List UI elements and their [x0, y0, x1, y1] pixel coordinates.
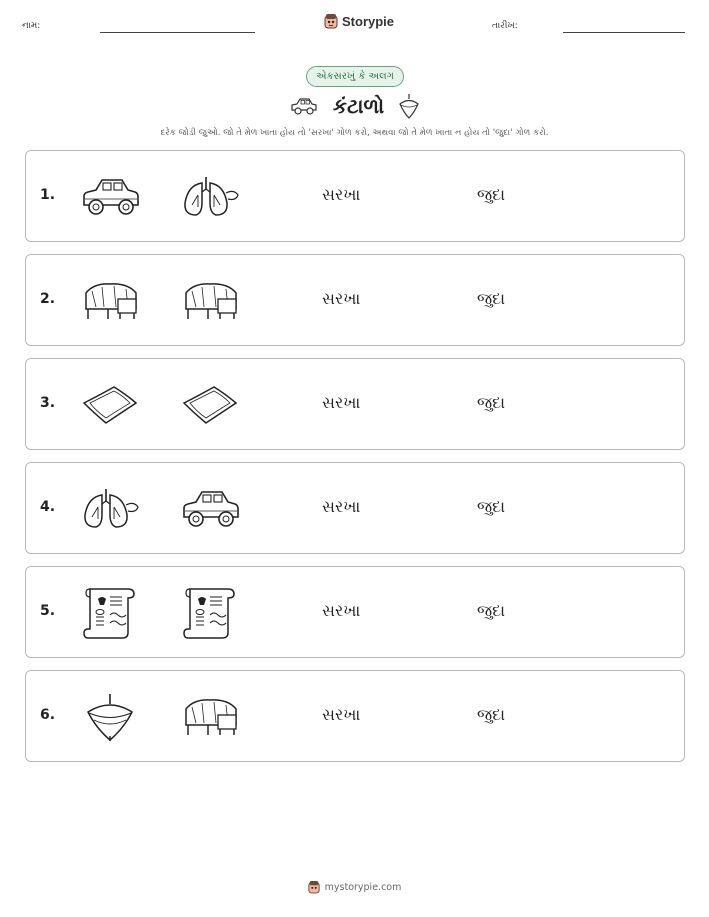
row-number: 5.	[40, 603, 56, 619]
worksheet-title: કંટાળો	[332, 94, 385, 118]
exercise-row	[25, 150, 685, 242]
instructions: દરેક જોડી જુઓ. જો તે મેળ ખાતા હોય તો 'સરખા' ગોળ કરો, અથવા જો તે મેળ ખાતા ન હોય તો 'જુદા' ગોળ કરો.	[160, 128, 549, 138]
name-line	[100, 32, 255, 33]
brand-logo	[324, 13, 394, 29]
same-option[interactable]: સરખા	[322, 705, 361, 724]
same-option[interactable]: સરખા	[322, 393, 361, 412]
row-number: 6.	[40, 707, 56, 723]
lungs-icon	[80, 483, 140, 535]
footer	[0, 880, 709, 894]
same-option[interactable]: સરખા	[322, 185, 361, 204]
car-icon	[80, 171, 140, 223]
different-option[interactable]: જુદા	[477, 185, 506, 204]
exercise-row	[25, 254, 685, 346]
date-label: તારીખ:	[492, 21, 518, 31]
topic-tag: એકસરખું કે અલગ	[306, 66, 404, 87]
exercise-row	[25, 462, 685, 554]
worksheet-header	[0, 0, 709, 50]
car-icon	[289, 96, 319, 116]
car-icon	[180, 483, 240, 535]
same-option[interactable]: સરખા	[322, 497, 361, 516]
different-option[interactable]: જુદા	[477, 705, 506, 724]
row-number: 4.	[40, 499, 56, 515]
spinning-top-icon	[80, 691, 140, 743]
row-number: 3.	[40, 395, 56, 411]
spinning-top-icon	[398, 93, 420, 119]
title-row	[0, 92, 709, 120]
covered-furniture-icon	[80, 275, 140, 327]
exercise-list	[25, 150, 685, 774]
different-option[interactable]: જુદા	[477, 601, 506, 620]
pillow-icon	[80, 379, 140, 431]
same-option[interactable]: સરખા	[322, 289, 361, 308]
exercise-row	[25, 670, 685, 762]
exercise-row	[25, 566, 685, 658]
row-number: 1.	[40, 187, 56, 203]
storypie-mascot-icon	[324, 13, 338, 29]
pillow-icon	[180, 379, 240, 431]
different-option[interactable]: જુદા	[477, 497, 506, 516]
papyrus-scroll-icon	[180, 587, 240, 639]
lungs-icon	[180, 171, 240, 223]
date-line	[563, 32, 685, 33]
papyrus-scroll-icon	[80, 587, 140, 639]
same-option[interactable]: સરખા	[322, 601, 361, 620]
exercise-row	[25, 358, 685, 450]
different-option[interactable]: જુદા	[477, 393, 506, 412]
footer-url: mystorypie.com	[324, 881, 402, 893]
different-option[interactable]: જુદા	[477, 289, 506, 308]
row-number: 2.	[40, 291, 56, 307]
name-label: નામ:	[22, 21, 41, 31]
brand-name: Storypie	[342, 13, 395, 29]
storypie-mascot-icon	[308, 880, 320, 894]
covered-furniture-icon	[180, 691, 240, 743]
covered-furniture-icon	[180, 275, 240, 327]
